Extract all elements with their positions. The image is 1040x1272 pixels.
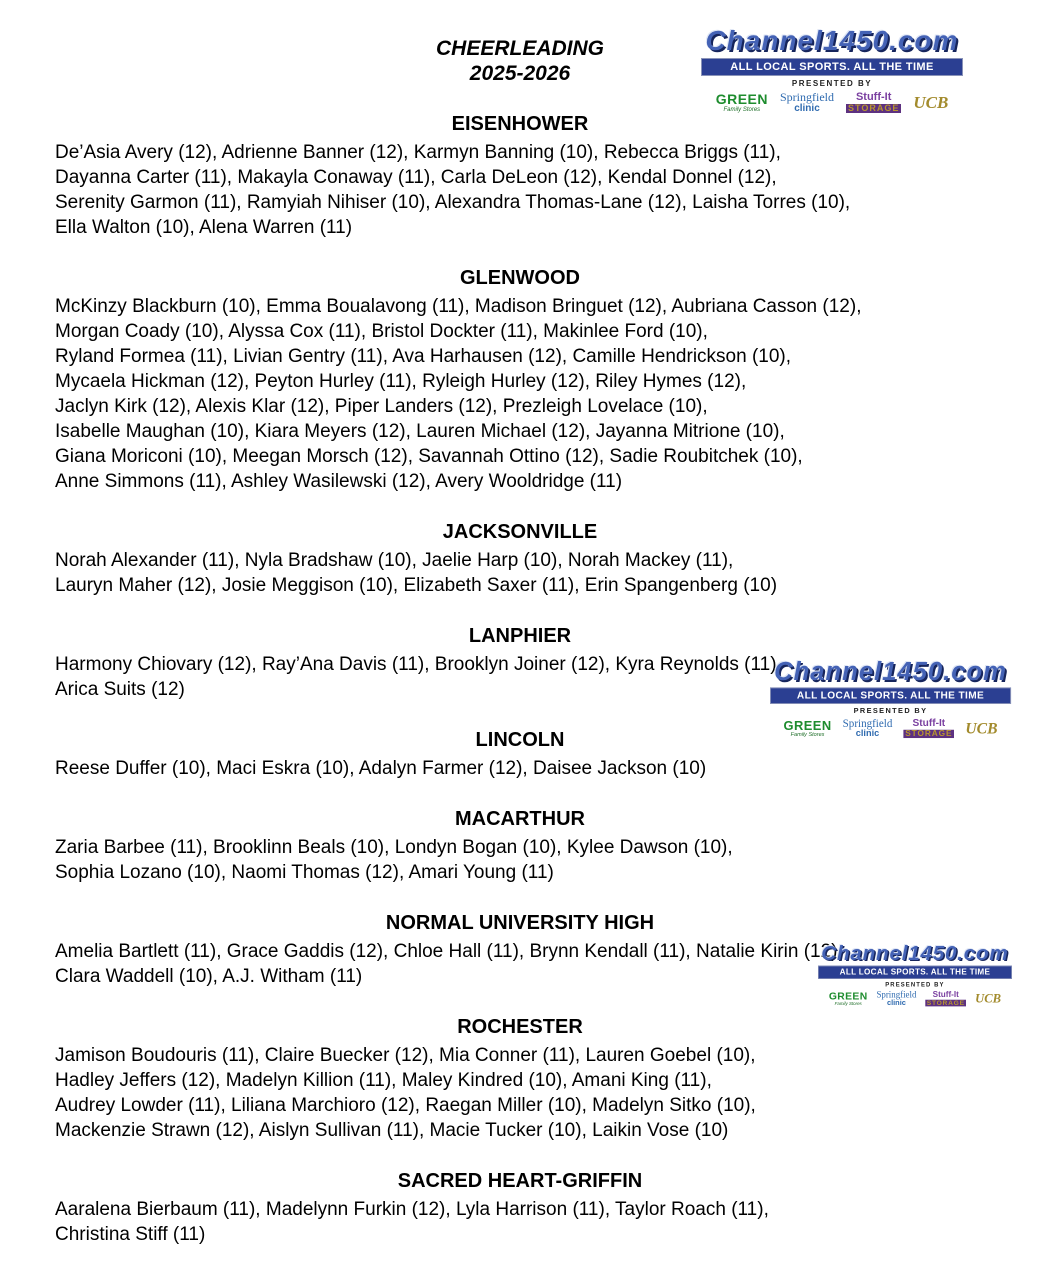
sponsor-sub: STORAGE bbox=[926, 998, 965, 1007]
roster-line: Norah Alexander (11), Nyla Bradshaw (10), Jaelie Harp (10), Norah Mackey (11), bbox=[55, 550, 734, 571]
roster-line: Mycaela Hickman (12), Peyton Hurley (11), Ryleigh Hurley (12), Riley Hymes (12), bbox=[55, 371, 747, 392]
roster-line: Arica Suits (12) bbox=[55, 679, 185, 700]
section-eisenhower bbox=[55, 112, 985, 240]
school-header: GLENWOOD bbox=[460, 267, 580, 289]
sponsor-sub: clinic bbox=[794, 102, 820, 114]
sponsor-name: Springfield bbox=[876, 989, 917, 1000]
roster-line: Serenity Garmon (11), Ramyiah Nihiser (10), Alexandra Thomas-Lane (12), Laisha Torres (10), bbox=[55, 192, 851, 213]
sponsor-sub: STORAGE bbox=[905, 728, 953, 738]
roster-line: Ella Walton (10), Alena Warren (11) bbox=[55, 217, 353, 238]
channel1450-logo-bottom bbox=[818, 942, 1012, 1007]
school-header: LANPHIER bbox=[468, 625, 572, 647]
roster-content bbox=[0, 36, 1040, 1247]
section-macarthur bbox=[55, 807, 985, 885]
sponsor-sub: Family Stores bbox=[723, 106, 761, 113]
sponsor-stuffit-storage bbox=[925, 991, 966, 1007]
sponsor-green-family-stores bbox=[716, 92, 768, 113]
sponsor-springfield-clinic bbox=[876, 990, 916, 1007]
section-sacred-heart-griffin bbox=[55, 1169, 985, 1247]
school-header: LINCOLN bbox=[475, 729, 565, 751]
sponsor-name: Stuff-It bbox=[932, 990, 959, 1000]
logo-tagline: ALL LOCAL SPORTS. ALL THE TIME bbox=[818, 966, 1012, 979]
sponsors-row bbox=[829, 990, 1001, 1007]
section-glenwood bbox=[55, 266, 985, 494]
sponsor-stuffit-storage bbox=[846, 92, 901, 113]
roster-line: Reese Duffer (10), Maci Eskra (10), Adalyn Farmer (12), Daisee Jackson (10) bbox=[55, 758, 707, 779]
sponsors-row bbox=[716, 91, 949, 114]
page-title-line1: CHEERLEADING bbox=[435, 37, 604, 60]
sponsor-sub: Family Stores bbox=[790, 732, 825, 738]
sponsor-name: Stuff-It bbox=[855, 91, 892, 104]
roster-line: De’Asia Avery (12), Adrienne Banner (12), Karmyn Banning (10), Rebecca Briggs (11), bbox=[55, 142, 781, 163]
school-header: ROCHESTER bbox=[457, 1016, 583, 1038]
school-header: SACRED HEART-GRIFFIN bbox=[397, 1170, 643, 1192]
channel1450-wordmark: Channel1450.com bbox=[705, 25, 959, 56]
sponsor-green-family-stores bbox=[829, 991, 868, 1007]
roster-line: Isabelle Maughan (10), Kiara Meyers (12), Lauren Michael (12), Jayanna Mitrione (10), bbox=[55, 421, 785, 442]
section-rochester bbox=[55, 1015, 985, 1143]
sponsor-stuffit-storage bbox=[903, 719, 954, 738]
sponsor-name: UCB bbox=[975, 991, 1001, 1006]
roster-line: Clara Waddell (10), A.J. Witham (11) bbox=[55, 966, 363, 987]
roster-line: Jamison Boudouris (11), Claire Buecker (12), Mia Conner (11), Lauren Goebel (10), bbox=[55, 1045, 756, 1066]
roster-line: Jaclyn Kirk (12), Alexis Klar (12), Piper Landers (12), Prezleigh Lovelace (10), bbox=[55, 396, 708, 417]
sponsor-name: UCB bbox=[965, 719, 998, 737]
sponsor-springfield-clinic bbox=[780, 91, 834, 114]
sponsor-name: GREEN bbox=[715, 91, 768, 108]
presented-by-label: PRESENTED BY bbox=[853, 706, 928, 716]
roster-line: Sophia Lozano (10), Naomi Thomas (12), Amari Young (11) bbox=[55, 862, 554, 883]
sponsor-name: Stuff-It bbox=[912, 717, 946, 729]
channel1450-wordmark: Channel1450.com bbox=[774, 657, 1007, 686]
sponsor-name: GREEN bbox=[783, 717, 832, 733]
sponsor-sub: clinic bbox=[886, 998, 906, 1007]
roster-line: Mackenzie Strawn (12), Aislyn Sullivan (11), Macie Tucker (10), Laikin Vose (10) bbox=[55, 1120, 729, 1141]
roster-line: Zaria Barbee (11), Brooklinn Beals (10), Londyn Bogan (10), Kylee Dawson (10), bbox=[55, 837, 733, 858]
roster-line: Morgan Coady (10), Alyssa Cox (11), Bristol Dockter (11), Makinlee Ford (10), bbox=[55, 321, 708, 342]
school-header: NORMAL UNIVERSITY HIGH bbox=[385, 912, 655, 934]
channel1450-wordmark: Channel1450.com bbox=[821, 941, 1009, 965]
sponsor-ucb bbox=[975, 992, 1001, 1005]
roster-line: Lauryn Maher (12), Josie Meggison (10), Elizabeth Saxer (11), Erin Spangenberg (10) bbox=[55, 575, 778, 596]
section-jacksonville bbox=[55, 520, 985, 598]
roster-line: Hadley Jeffers (12), Madelyn Killion (11), Maley Kindred (10), Amani King (11), bbox=[55, 1070, 712, 1091]
sponsor-ucb bbox=[913, 94, 948, 112]
sponsors-row bbox=[784, 718, 998, 739]
roster-line: Christina Stiff (11) bbox=[55, 1224, 206, 1245]
school-header: MACARTHUR bbox=[455, 808, 585, 830]
sponsor-name: Springfield bbox=[779, 90, 834, 104]
sponsor-sub: clinic bbox=[855, 728, 880, 739]
roster-line: Aaralena Bierbaum (11), Madelynn Furkin (12), Lyla Harrison (11), Taylor Roach (11), bbox=[55, 1199, 769, 1220]
roster-line: Ryland Formea (11), Livian Gentry (11), Ava Harhausen (12), Camille Hendrickson (10), bbox=[55, 346, 792, 367]
roster-line: Anne Simmons (11), Ashley Wasilewski (12), Avery Wooldridge (11) bbox=[55, 471, 623, 492]
sponsor-green-family-stores bbox=[784, 719, 832, 738]
sponsor-sub: Family Stores bbox=[834, 1001, 862, 1007]
sponsor-sub: STORAGE bbox=[847, 102, 900, 113]
sponsor-springfield-clinic bbox=[843, 718, 893, 739]
sponsor-ucb bbox=[965, 720, 997, 736]
channel1450-logo-middle bbox=[770, 658, 1011, 739]
sponsor-name: Springfield bbox=[842, 716, 893, 730]
channel1450-logo-top bbox=[701, 26, 963, 114]
roster-line: Giana Moriconi (10), Meegan Morsch (12), Savannah Ottino (12), Sadie Roubitchek (10), bbox=[55, 446, 803, 467]
school-header: EISENHOWER bbox=[451, 113, 589, 135]
school-header: JACKSONVILLE bbox=[442, 521, 598, 543]
presented-by-label: PRESENTED BY bbox=[885, 981, 945, 988]
roster-line: Audrey Lowder (11), Liliana Marchioro (12), Raegan Miller (10), Madelyn Sitko (10), bbox=[55, 1095, 756, 1116]
sponsor-name: GREEN bbox=[828, 990, 868, 1002]
presented-by-label: PRESENTED BY bbox=[791, 79, 873, 88]
sponsor-name: UCB bbox=[913, 92, 949, 112]
roster-line: Amelia Bartlett (11), Grace Gaddis (12), Chloe Hall (11), Brynn Kendall (11), Natalie Kirin (12), bbox=[55, 941, 843, 962]
logo-tagline: ALL LOCAL SPORTS. ALL THE TIME bbox=[701, 58, 963, 76]
roster-line: Harmony Chiovary (12), Ray’Ana Davis (11), Brooklyn Joiner (12), Kyra Reynolds (11), bbox=[55, 654, 782, 675]
roster-line: Dayanna Carter (11), Makayla Conaway (11), Carla DeLeon (12), Kendal Donnel (12), bbox=[55, 167, 777, 188]
page-title-line2: 2025-2026 bbox=[469, 62, 571, 85]
logo-tagline: ALL LOCAL SPORTS. ALL THE TIME bbox=[770, 687, 1011, 704]
roster-line: McKinzy Blackburn (10), Emma Boualavong (11), Madison Bringuet (12), Aubriana Casson (12), bbox=[55, 296, 862, 317]
